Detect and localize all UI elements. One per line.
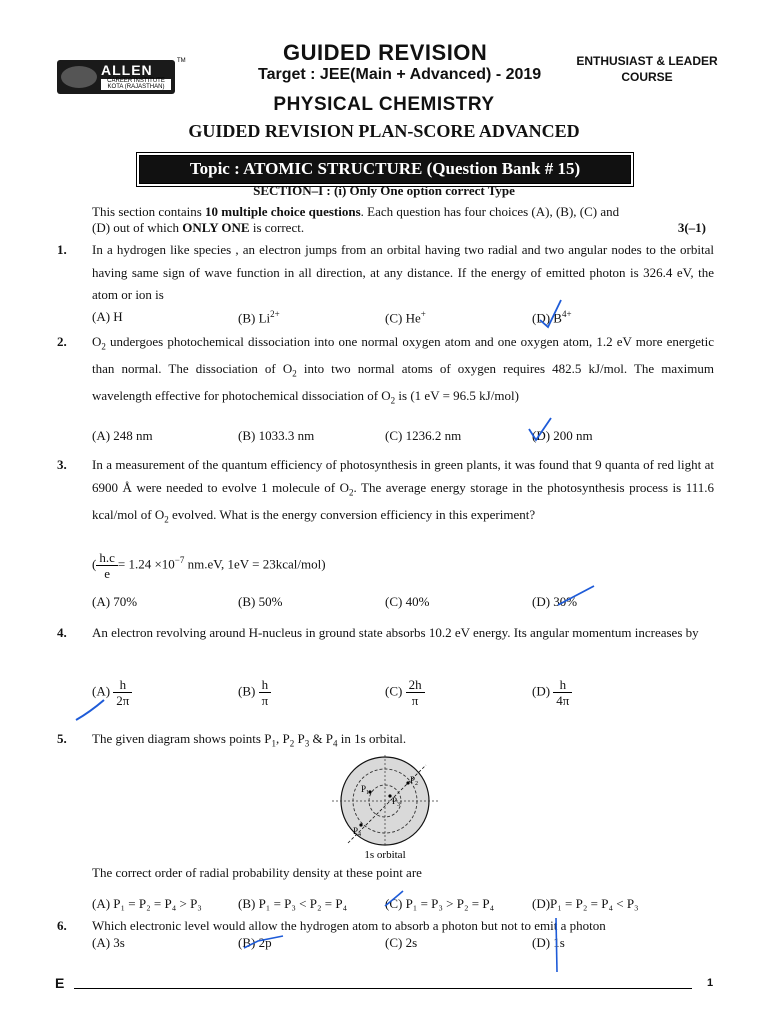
question-subtext: The correct order of radial probability density at these point are [92, 865, 422, 880]
text-run: & P [309, 731, 334, 746]
question-number: 1. [57, 242, 67, 257]
option-b[interactable]: (B) 2p [238, 935, 272, 950]
footer-letter: E [55, 975, 65, 991]
question-text [92, 454, 714, 531]
subscript: 1 [271, 738, 276, 749]
subscript: 2 [292, 368, 297, 379]
text-run: evolved. What is the energy conversion efficiency in this experiment? [168, 506, 536, 522]
label-p2: $P_2$ [410, 775, 419, 787]
subscript: 4 [333, 738, 338, 749]
question-text: An electron revolving around H-nucleus in ground state absorbs 10.2 eV energy. Its angular momentum increases by [92, 625, 699, 640]
option-b[interactable] [238, 677, 271, 708]
option-label: (A) [92, 683, 111, 699]
subject-title: PHYSICAL CHEMISTRY [273, 94, 495, 115]
section-intro-line-2 [92, 219, 714, 236]
option-label: (C) [385, 683, 403, 699]
text-run: P [294, 731, 305, 746]
footer-divider [74, 988, 692, 989]
label-p1: $P_1$ [361, 784, 370, 796]
option-c[interactable]: (C) P₁ = P₃ > P₂ = P₄ [385, 896, 495, 911]
option-d[interactable]: (D) 1s [532, 935, 565, 950]
option-b[interactable]: (B) 50% [238, 594, 283, 609]
subscript: 2 [390, 395, 396, 406]
text-run: is (1 eV = 96.5 kJ/mol) [395, 388, 519, 404]
text-run: ( [92, 556, 97, 572]
option-sup: 2+ [270, 309, 280, 319]
course-line-2: COURSE [621, 70, 673, 84]
section-intro-line-1 [92, 203, 714, 220]
text-run: undergoes photochemical dissociation into one normal oxygen atom and one oxygen atom, 1.2 eV more energetic than normal. The dissociation of O [92, 334, 714, 377]
formula-hint [92, 550, 326, 581]
allen-logo [57, 58, 186, 94]
option-a[interactable]: (A) 248 nm [92, 428, 153, 443]
header-target: Target : JEE(Main + Advanced) - 2019 [258, 66, 542, 83]
course-line-1: ENTHUSIAST & LEADER [576, 54, 718, 68]
topic-banner: Topic : ATOMIC STRUCTURE (Question Bank # 15) [139, 155, 631, 184]
text-run: The given diagram shows points P [92, 731, 272, 746]
option-d[interactable]: (D)P₁ = P₂ = P₄ < P₃ [532, 896, 639, 911]
denominator: π [411, 693, 419, 708]
marks-scheme: 3(–1) [677, 220, 706, 235]
question-number: 3. [57, 457, 67, 472]
text-run: , P [275, 731, 290, 746]
subscript: 2 [289, 738, 295, 749]
option-a[interactable] [92, 677, 132, 708]
intro-bold: 10 multiple choice questions [205, 204, 361, 219]
plan-title: GUIDED REVISION PLAN-SCORE ADVANCED [188, 121, 580, 141]
option-d[interactable]: (D) 30% [532, 594, 578, 609]
option-label: (D) [532, 683, 551, 699]
subscript: 3 [304, 738, 310, 749]
subscript: 2 [349, 487, 354, 498]
option-c[interactable] [385, 677, 425, 708]
option-a[interactable]: (A) 3s [92, 935, 125, 950]
text-run: nm.eV, 1eV = 23kcal/mol) [184, 556, 326, 572]
question-text [92, 331, 714, 412]
option-d[interactable] [532, 309, 572, 326]
question-text: In a hydrogen like species , an electron jumps from an orbital having two radial and two angular nodes to the orbital having same sign of wave function in all direction, at any distance. If the energy of emitted photon is 326.4 eV, the atom or ion is [92, 242, 714, 302]
fraction [553, 677, 572, 708]
logo-tm: TM [177, 58, 186, 64]
intro-text: (D) out of which [92, 220, 183, 235]
text-run: = 1.24 ×10 [117, 556, 175, 572]
option-b[interactable] [238, 309, 280, 326]
text-run: . The average energy storage in the photosynthesis process is 111.6 kcal/mol of O [92, 479, 714, 522]
numerator: h.c [96, 550, 118, 566]
option-a[interactable]: (A) P₁ = P₂ = P₄ > P₃ [92, 896, 202, 911]
option-a[interactable]: (A) H [92, 309, 123, 324]
logo-emblem-icon [61, 66, 97, 88]
denominator: e [104, 566, 110, 581]
fraction [259, 677, 272, 708]
subscript: 2 [101, 341, 106, 352]
header-title: GUIDED REVISION [283, 40, 488, 65]
question-text [92, 728, 714, 755]
option-a[interactable]: (A) 70% [92, 594, 138, 609]
option-b[interactable]: (B) 1033.3 nm [238, 428, 315, 443]
label-p4: $P_4$ [353, 826, 362, 838]
label-p3: $P_3$ [392, 796, 401, 808]
fraction [113, 677, 132, 708]
intro-text: This section contains [92, 204, 206, 219]
option-c[interactable]: (C) 40% [385, 594, 430, 609]
intro-text: . Each question has four choices (A), (B), (C) and [360, 204, 620, 219]
text-run: O [92, 334, 102, 349]
denominator: π [261, 693, 269, 708]
numerator: h [259, 677, 272, 693]
text-run: In a measurement of the quantum efficiency of photosynthesis in green plants, it was found that 9 quanta of red light at 6900 Å were needed to evolve 1 molecule of O [92, 457, 714, 495]
logo-subtitle: CAREER INSTITUTE KOTA (RAJASTHAN) [101, 79, 171, 90]
question-number: 2. [57, 334, 67, 349]
option-c[interactable] [385, 309, 426, 326]
question-number: 6. [57, 918, 67, 933]
option-text: (B) Li [238, 310, 271, 326]
numerator: 2h [406, 677, 425, 693]
section-heading: SECTION–I : (i) Only One option correct Type [253, 183, 515, 198]
logo-brand: ALLEN [101, 62, 153, 78]
text-run: in 1s orbital. [337, 731, 407, 746]
numerator: h [113, 677, 132, 693]
option-d[interactable]: (D) 200 nm [532, 428, 593, 443]
option-d[interactable] [532, 677, 572, 708]
option-c[interactable]: (C) 2s [385, 935, 418, 950]
intro-bold: ONLY ONE [182, 220, 250, 235]
fraction [96, 550, 118, 581]
question-number: 5. [57, 731, 67, 746]
diagram-caption: 1s orbital [364, 849, 406, 861]
page-number: 1 [707, 977, 714, 989]
header-course [572, 53, 722, 85]
fraction [406, 677, 425, 708]
superscript: −7 [174, 555, 185, 566]
option-text: (C) He [385, 310, 421, 326]
point-p4 [359, 823, 362, 826]
intro-text: is correct. [249, 220, 305, 235]
question-number: 4. [57, 625, 67, 640]
option-b[interactable]: (B) P₁ = P₃ < P₂ = P₄ [238, 896, 348, 911]
numerator: h [553, 677, 572, 693]
denominator: 2π [116, 693, 130, 708]
option-sup: 4+ [561, 309, 572, 319]
option-label: (B) [238, 683, 256, 699]
orbital-diagram [330, 755, 440, 863]
option-text: (D) B [532, 310, 562, 326]
option-c[interactable]: (C) 1236.2 nm [385, 428, 462, 443]
denominator: 4π [556, 693, 570, 708]
option-sup: + [420, 309, 426, 319]
question-text: Which electronic level would allow the hydrogen atom to absorb a photon but not to emit a photon [92, 918, 606, 933]
subscript: 2 [164, 514, 169, 525]
text-run: into two normal atoms of oxygen requires 482.5 kJ/mol. The maximum wavelength effective for photochemical dissociation of O [92, 361, 714, 404]
